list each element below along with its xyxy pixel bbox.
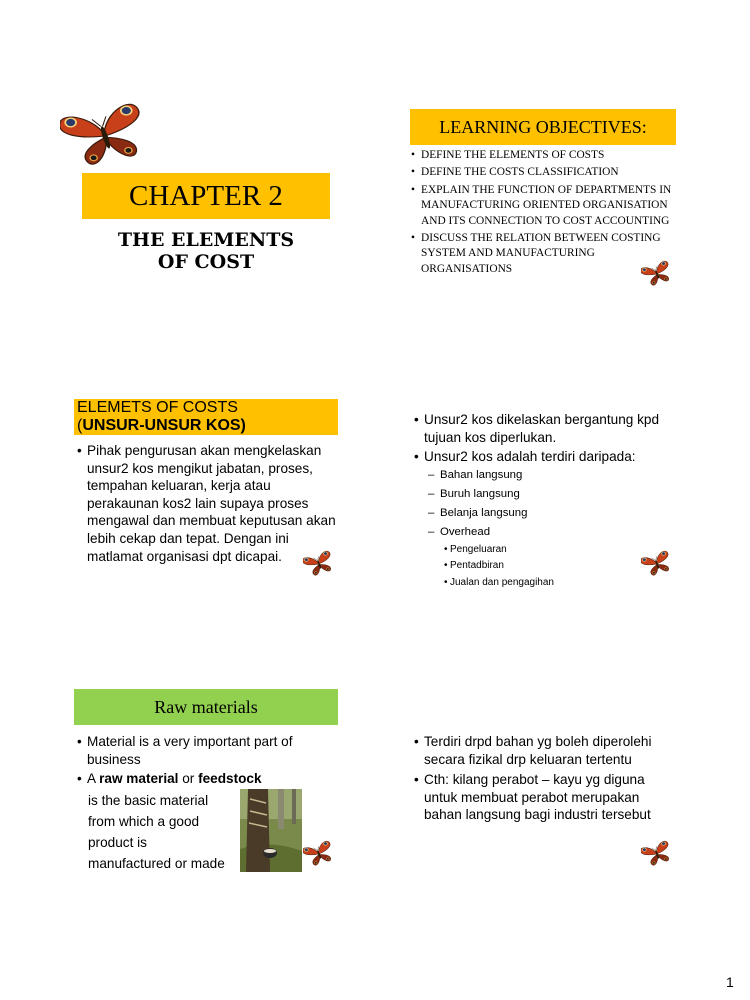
raw-materials-item: • Material is a very important part of business [77,733,341,768]
raw-materials-item: • A raw material or feedstock [77,770,341,788]
rubber-tree-photo [240,789,302,872]
cost-classification-list [414,411,676,592]
cost-element-item: – Buruh langsung [428,485,676,504]
butterfly-icon [641,840,673,868]
classification-item: • Unsur2 kos adalah terdiri daripada: [414,448,676,466]
objective-item: • DISCUSS THE RELATION BETWEEN COSTING SYSTEM AND MANUFACTURING ORGANISATIONS [411,231,676,277]
elements-title-line-2: (UNSUR-UNSUR KOS) [77,417,246,434]
cost-element-item: – Overhead [428,523,676,542]
definition-line: from which a good [88,813,200,829]
subtitle-line-2: OF COST [157,251,255,273]
butterfly-icon [60,100,150,172]
raw-materials-title-box [74,689,338,725]
learning-objectives-list [411,148,676,277]
overhead-item: • Pengeluaran [444,542,676,559]
objective-item: • EXPLAIN THE FUNCTION OF DEPARTMENTS IN MANUFACTURING ORIENTED ORGANISATION AND ITS CONNECTION TO COST ACCOUNTING [411,183,676,229]
butterfly-icon [641,550,673,578]
elements-of-costs-body [77,442,339,565]
elements-title-line-1: ELEMETS OF COSTS [77,399,238,416]
cost-element-item: – Belanja langsung [428,504,676,523]
chapter-subtitle [82,229,330,273]
butterfly-icon [303,550,335,578]
page-number: 1 [726,974,734,990]
raw-materials-detail-list [414,733,676,824]
butterfly-icon [303,840,335,868]
cost-element-item: – Bahan langsung [428,466,676,485]
elements-of-costs-title-box [74,399,338,435]
objective-item: • DEFINE THE COSTS CLASSIFICATION [411,165,676,180]
objective-item: • DEFINE THE ELEMENTS OF COSTS [411,148,676,163]
detail-item: • Cth: kilang perabot – kayu yg diguna untuk membuat perabot merupakan bahan langsung bagi industri tersebut [414,771,676,824]
elements-body-item: • Pihak pengurusan akan mengkelaskan unsur2 kos mengikut jabatan, proses, tempahan keluaran, kerja atau perakaunan kos2 lain supaya proses mengawal dan membuat keputusan akan lebih cekap dan tepat. Dengan ini matlamat organisasi dpt dicapai. [77,442,339,565]
overhead-item: • Jualan dan pengagihan [444,575,676,592]
chapter-title-box [82,173,330,219]
learning-objectives-title-box [410,109,676,145]
classification-item: • Unsur2 kos dikelaskan bergantung kpd tujuan kos diperlukan. [414,411,676,446]
definition-line: manufactured or made [88,855,225,871]
learning-objectives-title: LEARNING OBJECTIVES: [439,116,647,137]
detail-item: • Terdiri drpd bahan yg boleh diperolehi secara fizikal drp keluaran tertentu [414,733,676,768]
overhead-item: • Pentadbiran [444,558,676,575]
definition-line: product is [88,834,147,850]
butterfly-icon [641,260,673,288]
subtitle-line-1: THE ELEMENTS [117,229,295,251]
definition-line: is the basic material [88,792,209,808]
chapter-title: CHAPTER 2 [129,179,283,212]
raw-materials-title: Raw materials [154,696,258,717]
